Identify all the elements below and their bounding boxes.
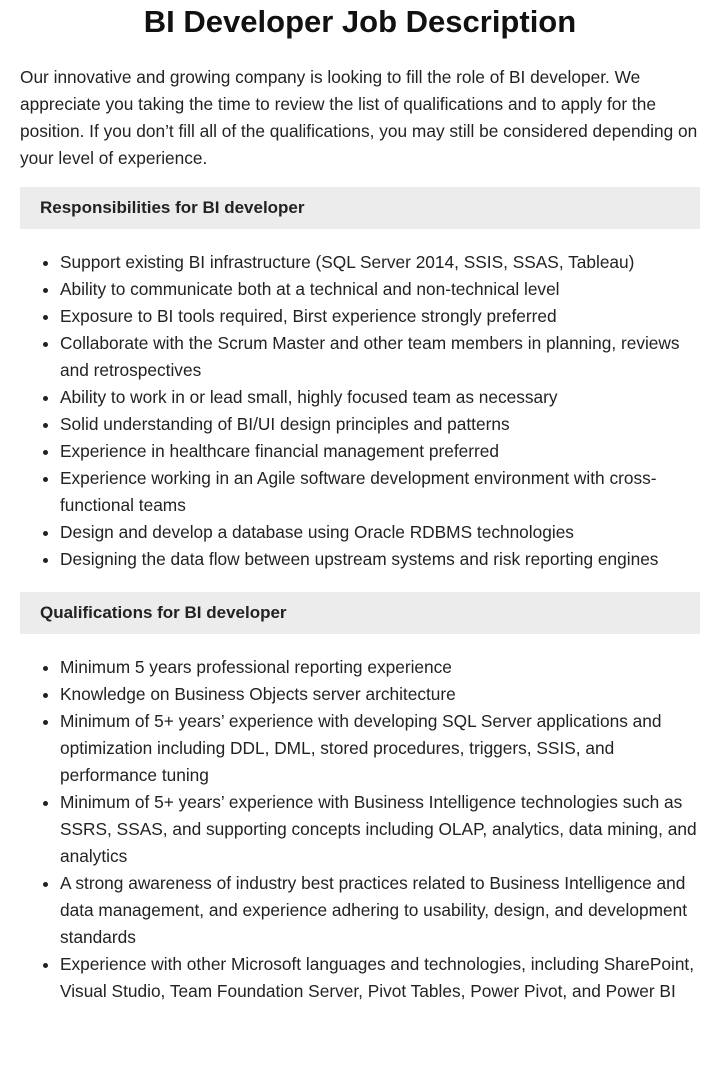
qualifications-heading: Qualifications for BI developer	[20, 592, 700, 634]
list-item: • Support existing BI infrastructure (SQL Server 2014, SSIS, SSAS, Tableau)	[60, 249, 700, 276]
responsibilities-list	[20, 249, 700, 573]
list-item: • Knowledge on Business Objects server architecture	[60, 681, 700, 708]
responsibilities-heading: Responsibilities for BI developer	[20, 187, 700, 229]
list-item: • Ability to communicate both at a technical and non-technical level	[60, 276, 700, 303]
list-item: • Designing the data flow between upstream systems and risk reporting engines	[60, 546, 700, 573]
list-item: • Experience working in an Agile software development environment with cross-functional teams	[60, 465, 700, 519]
list-item: • Minimum 5 years professional reporting experience	[60, 654, 700, 681]
list-item: • Experience in healthcare financial management preferred	[60, 438, 700, 465]
list-item: • Exposure to BI tools required, Birst experience strongly preferred	[60, 303, 700, 330]
list-item: • Minimum of 5+ years’ experience with developing SQL Server applications and optimization including DDL, DML, stored procedures, triggers, SSIS, and performance tuning	[60, 708, 700, 789]
qualifications-list	[20, 654, 700, 1005]
intro-paragraph: Our innovative and growing company is looking to fill the role of BI developer. We appreciate you taking the time to review the list of qualifications and to apply for the position. If you don’t fill all of the qualifications, you may still be considered depending on your level of experience.	[20, 67, 698, 168]
page-title: BI Developer Job Description	[143, 4, 577, 39]
list-item: • Minimum of 5+ years’ experience with Business Intelligence technologies such as SSRS, SSAS, and supporting concepts including OLAP, analytics, data mining, and analytics	[60, 789, 700, 870]
list-item: • Ability to work in or lead small, highly focused team as necessary	[60, 384, 700, 411]
list-item: • Experience with other Microsoft languages and technologies, including SharePoint, Visual Studio, Team Foundation Server, Pivot Tables, Power Pivot, and Power BI	[60, 951, 700, 1005]
list-item: • Collaborate with the Scrum Master and other team members in planning, reviews and retrospectives	[60, 330, 700, 384]
list-item: • Solid understanding of BI/UI design principles and patterns	[60, 411, 700, 438]
list-item: • Design and develop a database using Oracle RDBMS technologies	[60, 519, 700, 546]
list-item: • A strong awareness of industry best practices related to Business Intelligence and data management, and experience adhering to usability, design, and development standards	[60, 870, 700, 951]
